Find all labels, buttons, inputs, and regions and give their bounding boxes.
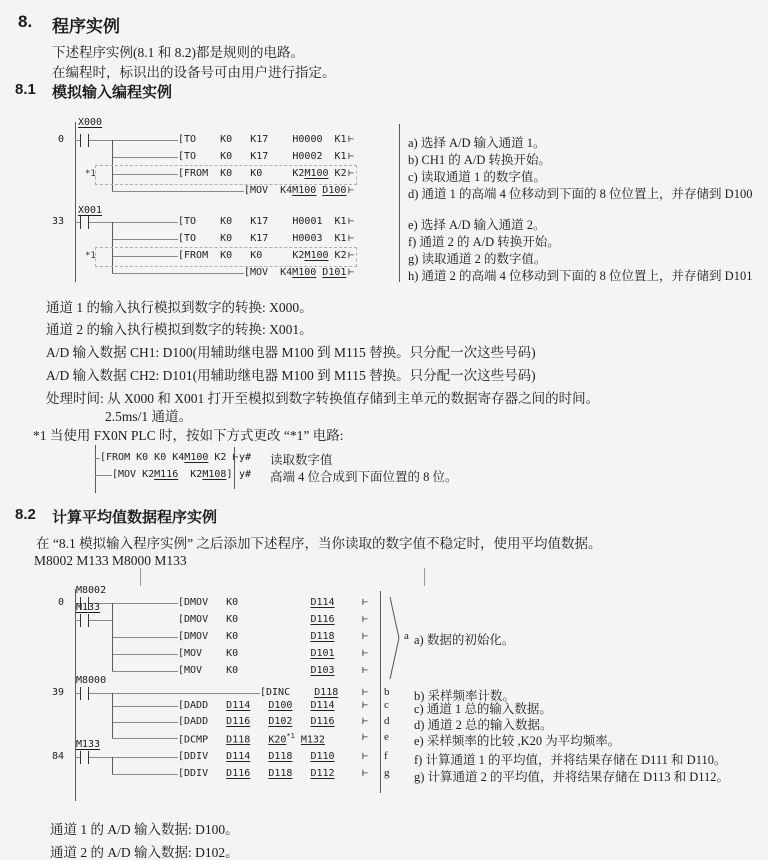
wire (112, 239, 178, 240)
instruction (244, 267, 346, 278)
rung-comment: e) 选择 A/D 输入通道 2。 (408, 218, 546, 232)
instruction-operand: D100 (268, 700, 293, 711)
instruction-operand: D101 (310, 648, 335, 659)
instruction-text (292, 700, 310, 711)
footer-line-2: 通道 2 的 A/D 输入数据: D102。 (50, 845, 239, 860)
instruction-operand: D116 (226, 716, 251, 727)
rung-step-number: 84 (51, 751, 64, 762)
end-bracket: ⊢ (362, 732, 369, 743)
instruction-text: [FROM K0 K0 K2 (178, 250, 305, 261)
instruction (178, 216, 347, 227)
instruction-operand: D118 (226, 734, 251, 746)
instruction-operand: D114 (226, 700, 251, 711)
rung-step-number: 0 (57, 597, 64, 608)
contact-symbol (80, 134, 89, 147)
end-bracket: ⊢ (362, 614, 369, 625)
instruction (178, 134, 347, 145)
ladder-diagram-8-1 (0, 112, 768, 292)
scan-mark (140, 568, 141, 586)
instruction-text (250, 734, 268, 745)
contact-label: X000 (78, 117, 103, 128)
instruction (178, 648, 335, 659)
end-bracket: ⊢ (232, 452, 239, 463)
end-bracket: ⊢ (362, 716, 369, 727)
rung-comment: c) 读取通道 1 的数字值。 (408, 170, 546, 184)
instruction-operand: D118 (268, 751, 293, 762)
instruction-operand: D118 (268, 768, 293, 779)
instruction-operand: M100 (292, 185, 317, 196)
end-bracket: ⊢ (348, 185, 355, 196)
instruction-operand: M100 (304, 250, 329, 261)
instruction-text (250, 700, 268, 711)
instruction-operand: D116 (226, 768, 251, 779)
note-line: 2.5ms/1 通道。 (105, 409, 193, 424)
instruction (178, 665, 335, 676)
instruction-operand: M100 (304, 168, 329, 179)
instruction-operand: D118 (314, 687, 339, 698)
instruction (178, 614, 335, 625)
instruction-operand: D112 (310, 768, 335, 779)
rung-comment: f) 计算通道 1 的平均值，并将结果存储在 D111 和 D110。 (414, 753, 727, 767)
instruction-text: [DCMP (178, 734, 227, 746)
wire (112, 671, 178, 672)
chapter-title: 程序实例 (52, 17, 120, 36)
instruction (178, 168, 347, 179)
contact-symbol (80, 216, 89, 229)
instruction-text: [FROM K0 K0 K4 (100, 452, 185, 463)
instruction-operand: M100 (184, 452, 209, 463)
instruction-operand: D118 (310, 631, 335, 642)
wire (112, 191, 244, 192)
instruction-operand: M100 (292, 267, 317, 278)
instruction (178, 250, 347, 261)
rung-comment: d) 通道 1 的高端 4 位移动到下面的 8 位位置上，并存储到 D100 (408, 187, 753, 201)
instruction-text: [MOV K4 (244, 185, 293, 196)
power-rail-left (95, 445, 96, 493)
instruction-text: K2 (208, 452, 233, 463)
contact-symbol (80, 751, 89, 764)
rung-comment: b) 采样频率计数。 (414, 689, 516, 703)
instruction-operand: M108 (202, 469, 227, 480)
rung-comment: g) 读取通道 2 的数字值。 (408, 252, 547, 266)
instruction (100, 452, 239, 463)
instruction-text (250, 716, 268, 727)
instruction-operand: D116 (310, 614, 335, 625)
instruction-operand: M132 (300, 734, 325, 746)
instruction-text: [DMOV K0 (178, 597, 311, 608)
end-bracket: ⊢ (348, 216, 355, 227)
instruction (178, 716, 335, 727)
instruction-operand: D100 (322, 185, 347, 196)
wire (112, 273, 244, 274)
section-8-1-number: 8.1 (15, 81, 36, 98)
instruction-text: [DDIV (178, 768, 227, 779)
group-brace (389, 597, 401, 681)
instruction-text: [MOV K2 (112, 469, 155, 480)
rung-letter: g (384, 767, 390, 779)
rung-comment: g) 计算通道 2 的平均值，并将结果存储在 D113 和 D112。 (414, 770, 730, 784)
footnote-text: *1 当使用 FX0N PLC 时，按如下方式更改 “*1” 电路: (33, 428, 344, 443)
output-label: y# (239, 452, 252, 463)
power-rail-right (380, 591, 381, 793)
rung-comment: f) 通道 2 的 A/D 转换开始。 (408, 235, 560, 249)
contact-label: M8002 (76, 585, 107, 596)
instruction-operand: K20 (268, 734, 287, 746)
rung-comment: a) 选择 A/D 输入通道 1。 (408, 136, 546, 150)
power-rail-right (399, 124, 400, 282)
instruction (260, 687, 338, 698)
contact-symbol (80, 614, 89, 627)
wire (75, 140, 178, 141)
rung-comment: e) 采样频率的比较 ,K20 为平均频率。 (414, 734, 621, 748)
instruction-operand: D114 (310, 597, 335, 608)
note-line: 处理时间: 从 X000 和 X001 打开至模拟到数字转换值存储到主单元的数据寄存器之间的时间。 (46, 391, 600, 406)
instruction-text (292, 751, 310, 762)
note-line: A/D 输入数据 CH2: D101(用辅助继电器 M100 到 M115 替换。只分配一次这些号码) (46, 368, 536, 383)
branch-rail (112, 603, 113, 671)
instruction-text: [TO K0 K17 H0002 K1 (178, 151, 347, 162)
instruction (178, 768, 335, 779)
end-bracket: ⊢ (348, 151, 355, 162)
wire (112, 774, 178, 775)
wire (112, 654, 178, 655)
end-bracket: ⊢ (348, 233, 355, 244)
instruction-operand: D102 (268, 716, 293, 727)
wire (112, 637, 178, 638)
instruction (178, 751, 335, 762)
instruction-text: [MOV K4 (244, 267, 293, 278)
instruction (244, 185, 346, 196)
output-label: y# (239, 469, 252, 480)
rung-comment: b) CH1 的 A/D 转换开始。 (408, 153, 552, 167)
rung-letter: f (384, 750, 388, 762)
wire (112, 157, 178, 158)
wire (112, 722, 178, 723)
branch-rail (112, 757, 113, 774)
rung-step-number: 33 (51, 216, 64, 227)
footnote-marker: *1 (286, 732, 295, 740)
ladder-diagram-fxon (0, 443, 768, 498)
instruction (112, 469, 232, 480)
instruction-text: [DINC (260, 687, 315, 698)
end-bracket: ⊢ (362, 631, 369, 642)
section-8-2-title: 计算平均值数据程序实例 (52, 509, 218, 526)
instruction-operand: D116 (310, 716, 335, 727)
rung-letter: b (384, 686, 390, 698)
power-rail-left (75, 122, 76, 282)
rung-comment: d) 通道 2 总的输入数据。 (414, 718, 553, 732)
rung-step-number: 0 (57, 134, 64, 145)
instruction-text: K2 (178, 469, 203, 480)
footnote-marker: *1 (85, 251, 96, 261)
section-8-2-number: 8.2 (15, 506, 36, 523)
rung-comment: 高端 4 位合成到下面位置的 8 位。 (270, 470, 458, 484)
instruction-operand: D110 (310, 751, 335, 762)
rung-step-number: 39 (51, 687, 64, 698)
instruction-text: [TO K0 K17 H0003 K1 (178, 233, 347, 244)
instruction-text: [TO K0 K17 H0001 K1 (178, 216, 347, 227)
instruction-text: [MOV K0 (178, 665, 311, 676)
instruction-text (292, 768, 310, 779)
instruction-text: [TO K0 K17 H0000 K1 (178, 134, 347, 145)
branch-rail (112, 693, 113, 738)
instruction (178, 631, 335, 642)
instruction-text (292, 716, 310, 727)
instruction-text: K2 (328, 168, 347, 179)
note-line: 通道 1 的输入执行模拟到数字的转换: X000。 (46, 300, 313, 315)
wire (75, 222, 178, 223)
instruction-text: [DMOV K0 (178, 614, 311, 625)
end-bracket: ⊢ (362, 665, 369, 676)
ladder-diagram-8-2 (0, 585, 768, 800)
note-line: A/D 输入数据 CH1: D100(用辅助继电器 M100 到 M115 替换。只分配一次这些号码) (46, 345, 536, 360)
instruction-text (250, 751, 268, 762)
chapter-number: 8. (18, 12, 33, 31)
end-bracket: ⊢ (348, 250, 355, 261)
group-letter: a (404, 630, 409, 642)
instruction (178, 597, 335, 608)
end-bracket: ⊢ (348, 134, 355, 145)
wire (112, 738, 178, 739)
rung-comment: c) 通道 1 总的输入数据。 (414, 702, 552, 716)
instruction-text: [DADD (178, 716, 227, 727)
end-bracket: ⊢ (362, 751, 369, 762)
instruction-text: K2 (328, 250, 347, 261)
instruction-operand: D103 (310, 665, 335, 676)
rung-letter: d (384, 715, 390, 727)
contact-label: M133 (76, 602, 101, 613)
contact-label: X001 (78, 205, 103, 216)
section-8-2-para: 在 “8.1 模拟输入程序实例” 之后添加下述程序，当你读取的数字值不稳定时，使用平均值数据。 (36, 536, 602, 551)
rung-comment: 读取数字值 (270, 453, 333, 467)
section-8-1-title: 模拟输入编程实例 (52, 84, 173, 101)
instruction-text: ] (226, 469, 233, 480)
wire (112, 706, 178, 707)
instruction-operand: D101 (322, 267, 347, 278)
contact-label: M8000 (76, 675, 107, 686)
contact-label: M133 (76, 739, 101, 750)
scan-mark (424, 568, 425, 586)
device-list-line: M8002 M133 M8000 M133 (34, 553, 187, 568)
footer-line-1: 通道 1 的 A/D 输入数据: D100。 (50, 822, 239, 837)
rung-comment: a) 数据的初始化。 (414, 633, 515, 647)
instruction-text: [DADD (178, 700, 227, 711)
footnote-marker: *1 (85, 169, 96, 179)
instruction-operand: D114 (310, 700, 335, 711)
instruction (178, 700, 335, 711)
rung-letter: e (384, 731, 389, 743)
instruction (178, 151, 347, 162)
intro-line-1: 下述程序实例(8.1 和 8.2)都是规则的电路。 (52, 45, 304, 60)
instruction-text: [MOV K0 (178, 648, 311, 659)
wire (95, 475, 112, 476)
note-line: 通道 2 的输入执行模拟到数字的转换: X001。 (46, 322, 313, 337)
rung-comment: h) 通道 2 的高端 4 位移动到下面的 8 位位置上，并存储到 D101 (408, 269, 753, 283)
end-bracket: ⊢ (362, 768, 369, 779)
instruction-text: [DDIV (178, 751, 227, 762)
contact-symbol (80, 687, 89, 700)
wire (75, 757, 178, 758)
end-bracket: ⊢ (362, 700, 369, 711)
instruction (178, 732, 325, 745)
instruction-text (250, 768, 268, 779)
rung-letter: c (384, 699, 389, 711)
end-bracket: ⊢ (362, 597, 369, 608)
end-bracket: ⊢ (348, 267, 355, 278)
wire (75, 693, 260, 694)
intro-line-2: 在编程时，标识出的设备号可由用户进行指定。 (52, 65, 336, 80)
instruction-operand: M116 (154, 469, 179, 480)
end-bracket: ⊢ (348, 168, 355, 179)
end-bracket: ⊢ (362, 648, 369, 659)
instruction-text: [FROM K0 K0 K2 (178, 168, 305, 179)
instruction-text: [DMOV K0 (178, 631, 311, 642)
end-bracket: ⊢ (362, 687, 369, 698)
instruction (178, 233, 347, 244)
instruction-operand: D114 (226, 751, 251, 762)
